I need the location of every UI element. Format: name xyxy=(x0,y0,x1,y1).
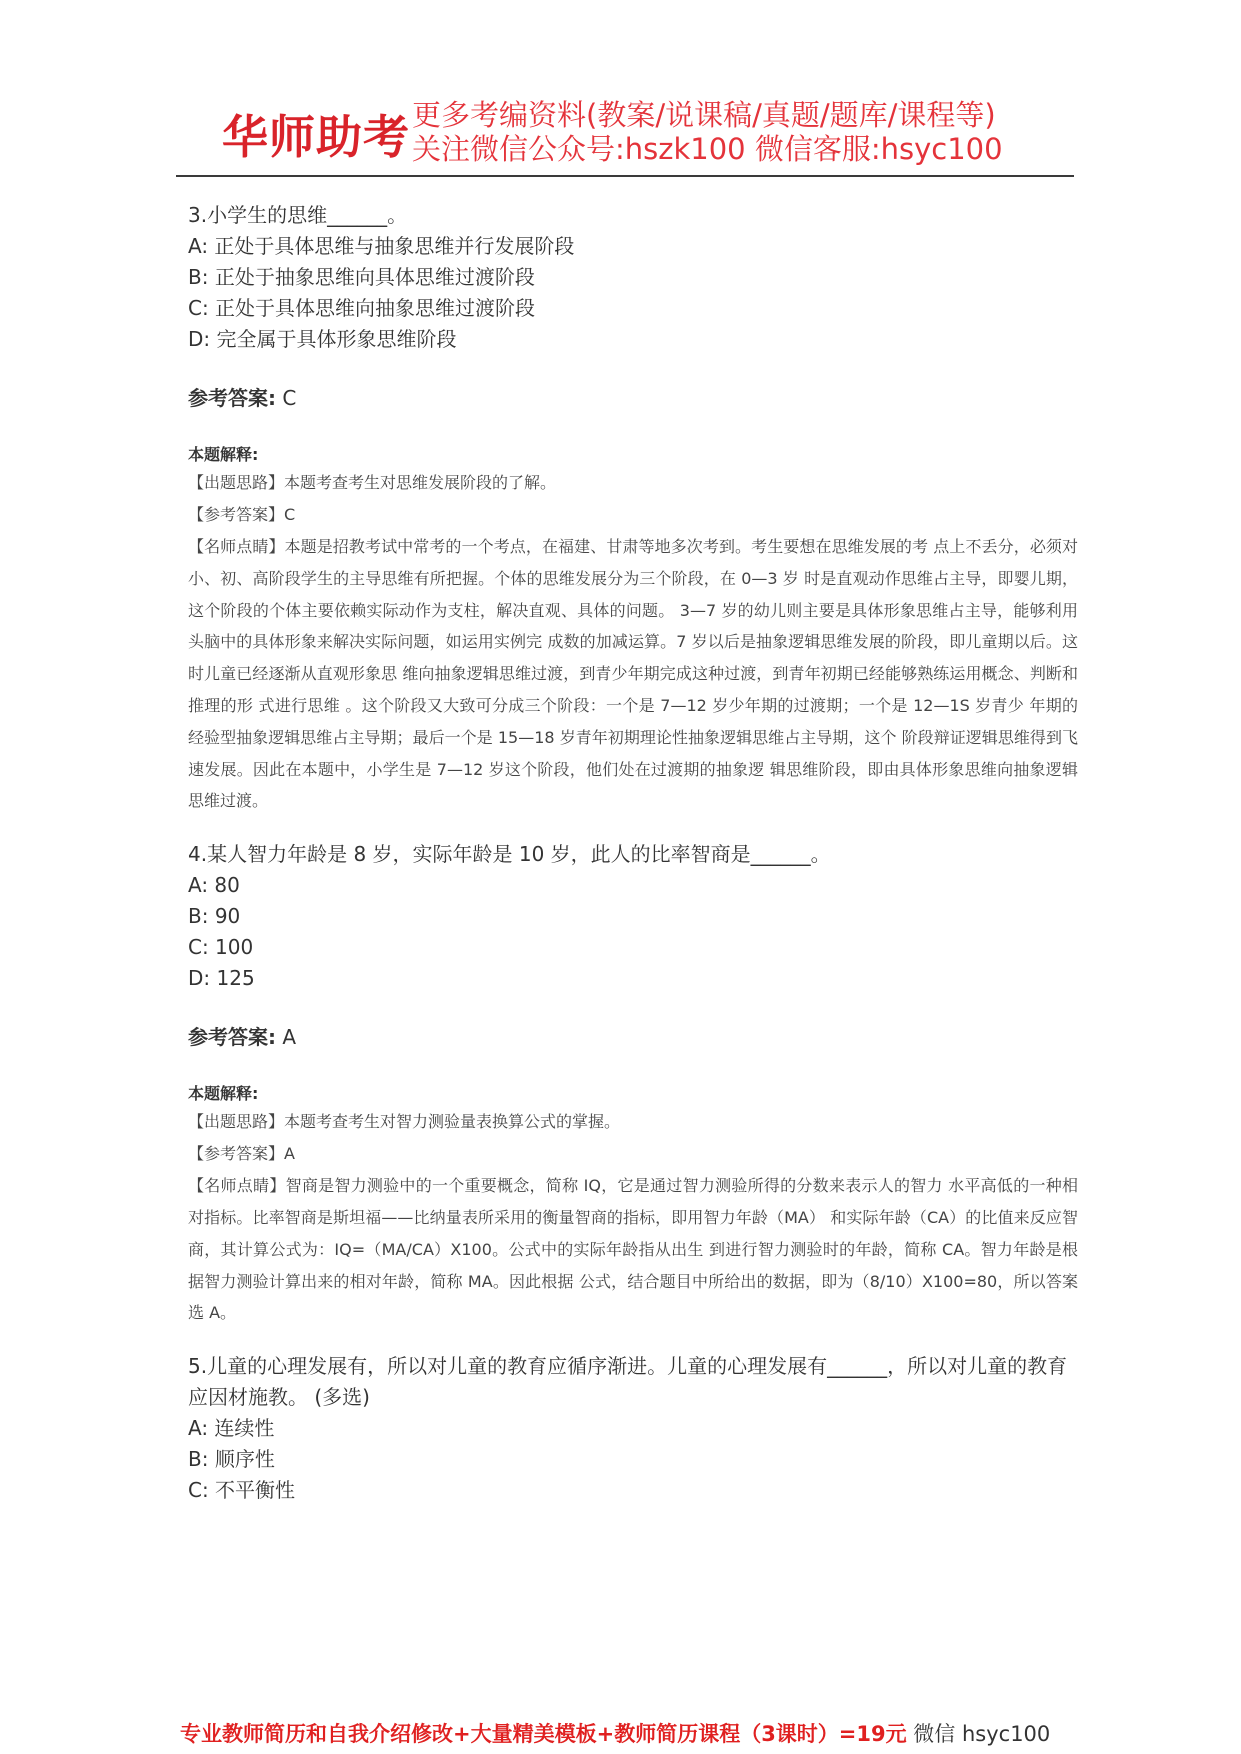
question-3-explanation-title: 本题解释: xyxy=(188,445,259,464)
question-4-stem: 4.某人智力年龄是 8 岁，实际年龄是 10 岁，此人的比率智商是______。 xyxy=(188,842,831,867)
page-content xyxy=(188,200,1078,1506)
question-4-explanation-idea: 【出题思路】本题考查考生对智力测验量表换算公式的掌握。 xyxy=(188,1112,621,1132)
question-3-option-d: D: 完全属于具体形象思维阶段 xyxy=(188,327,457,351)
question-3-stem: 3.小学生的思维______。 xyxy=(188,203,408,227)
answer-label: 参考答案: xyxy=(188,386,276,410)
question-4-option-b: B: 90 xyxy=(188,904,241,929)
question-4-option-d: D: 125 xyxy=(188,966,255,991)
question-3-explanation-idea: 【出题思路】本题考查考生对思维发展阶段的了解。 xyxy=(188,473,557,492)
footer-promo xyxy=(180,1718,1060,1748)
brand-logo: 华师助考 xyxy=(222,110,410,164)
question-4-option-c: C: 100 xyxy=(188,935,254,960)
question-4-explanation-title: 本题解释: xyxy=(188,1084,259,1104)
question-5-option-a: A: 连续性 xyxy=(188,1416,275,1441)
answer-value: C xyxy=(276,386,297,410)
slogan-line-2: 关注微信公众号:hszk100 微信客服:hsyc100 xyxy=(412,132,1003,166)
header-divider xyxy=(176,175,1074,177)
question-3-option-c: C: 正处于具体思维向抽象思维过渡阶段 xyxy=(188,296,536,320)
answer-value: A xyxy=(276,1025,297,1050)
question-4-answer xyxy=(188,1022,1078,1052)
question-5-option-c: C: 不平衡性 xyxy=(188,1478,296,1503)
question-3-answer xyxy=(188,383,1078,413)
question-5-option-b: B: 顺序性 xyxy=(188,1447,275,1472)
footer-promo-text: 专业教师简历和自我介绍修改+大量精美模板+教师简历课程（3课时）=19元 xyxy=(180,1722,907,1746)
footer-wechat: 微信 hsyc100 xyxy=(906,1722,1051,1746)
question-4-explanation-ref: 【参考答案】A xyxy=(188,1144,295,1164)
question-4-explanation-body: 【名师点睛】智商是智力测验中的一个重要概念，简称 IQ，它是通过智力测验所得的分数来表示人的智力 水平高低的一种相对指标。比率智商是斯坦福——比纳量表所采用的衡量智商的指标，即用智力年龄（MA） 和实际年龄（CA）的比值来反应智商，其计算公式为：IQ=（MA/CA）X100。公式中的实际年龄指从出生 到进行智力测验时的年龄，简称 CA。智力年龄是根据智力测验计算出来的相对年龄，简称 MA。因此根据 公式，结合题目中所给出的数据，即为（8/10）X100=80，所以答案选 A。 xyxy=(188,1176,1078,1323)
header-banner xyxy=(222,98,1062,176)
question-3-explanation-body: 【名师点睛】本题是招教考试中常考的一个考点，在福建、甘肃等地多次考到。考生要想在思维发展的考 点上不丢分，必须对小、初、高阶段学生的主导思维有所把握。个体的思维发展分为三个阶段，在 0—3 岁 时是直观动作思维占主导，即婴儿期，这个阶段的个体主要依赖实际动作为支柱，解决直观、具体的问题。 3—7 岁的幼儿则主要是具体形象思维占主导，能够利用头脑中的具体形象来解决实际问题，如运用实例完 成数的加减运算。7 岁以后是抽象逻辑思维发展的阶段，即儿童期以后。这时儿童已经逐渐从直观形象思 维向抽象逻辑思维过渡，到青少年期完成这种过渡，到青年初期已经能够熟练运用概念、判断和推理的形 式进行思维 。这个阶段又大致可分成三个阶段：一个是 7—12 岁少年期的过渡期；一个是 12—1S 岁青少 年期的经验型抽象逻辑思维占主导期；最后一个是 15—18 岁青年初期理论性抽象逻辑思维占主导期，这个 阶段辩证逻辑思维得到飞速发展。因此在本题中，小学生是 7—12 岁这个阶段，他们处在过渡期的抽象逻 辑思维阶段，即由具体形象思维向抽象逻辑思维过渡。 xyxy=(188,537,1078,811)
question-3-option-a: A: 正处于具体思维与抽象思维并行发展阶段 xyxy=(188,234,575,258)
answer-label: 参考答案: xyxy=(188,1025,276,1050)
question-3-explanation-ref: 【参考答案】C xyxy=(188,505,296,524)
slogan-line-1: 更多考编资料(教案/说课稿/真题/题库/课程等) xyxy=(412,98,996,132)
question-4-option-a: A: 80 xyxy=(188,873,240,898)
question-3-option-b: B: 正处于抽象思维向具体思维过渡阶段 xyxy=(188,265,535,289)
question-5-stem: 5.儿童的心理发展有，所以对儿童的教育应循序渐进。儿童的心理发展有______，所以对儿童的教育应因材施教。 (多选) xyxy=(188,1354,1068,1410)
